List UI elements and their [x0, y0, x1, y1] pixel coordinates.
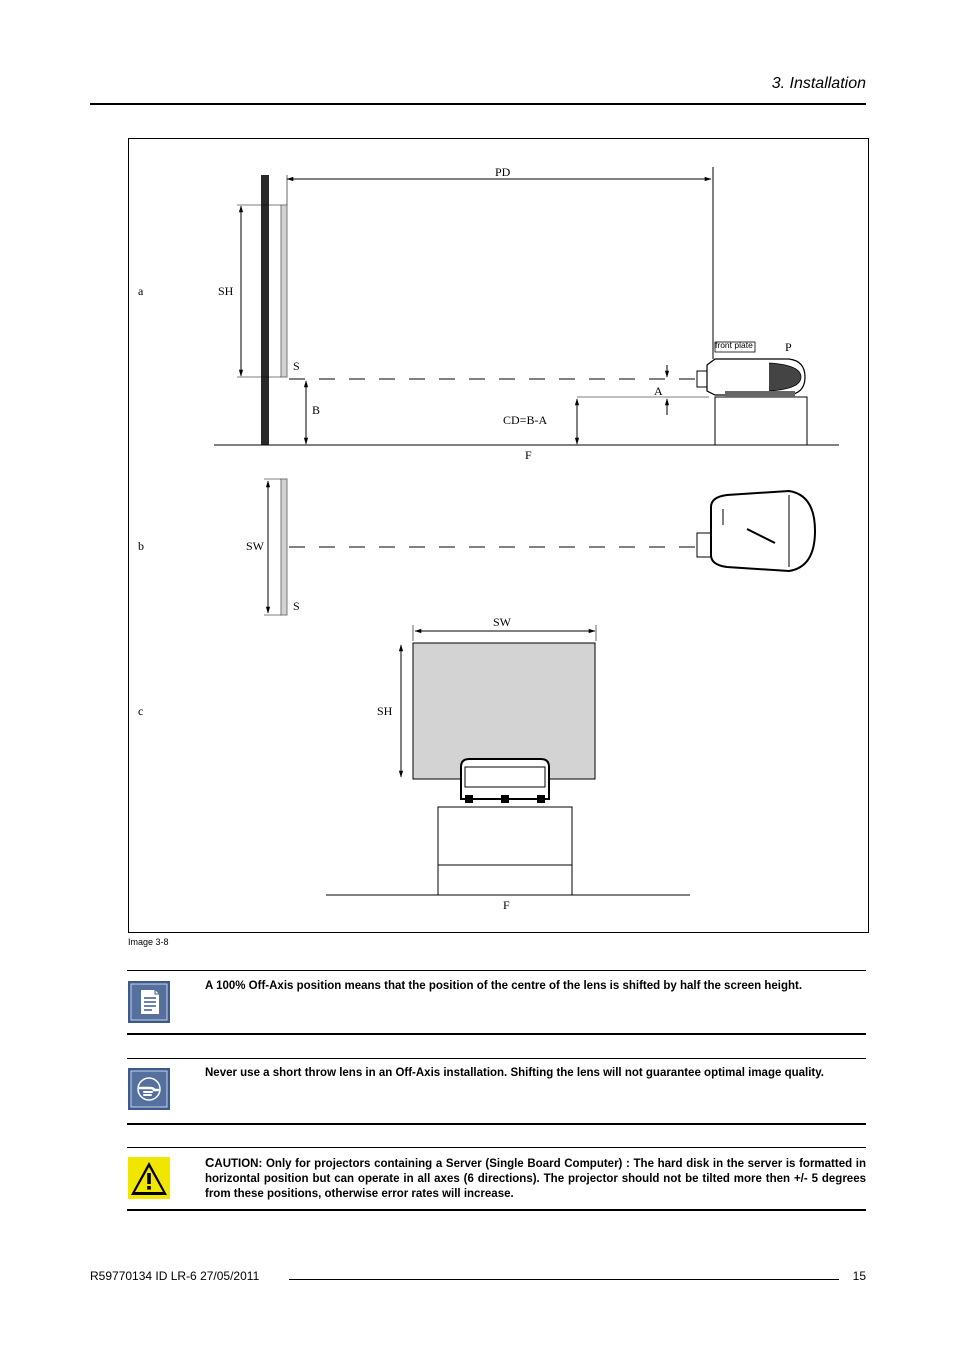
- cd-label: CD=B-A: [503, 413, 548, 427]
- caution-note-text: [205, 1155, 866, 1202]
- s-label-b: S: [293, 599, 300, 613]
- projector-front-view: [461, 759, 549, 803]
- installation-figure: [128, 138, 869, 933]
- projector-pedestal: [715, 397, 807, 445]
- pedestal-front: [438, 807, 572, 895]
- row-label-b: b: [138, 539, 144, 553]
- caution-note: [127, 1147, 866, 1211]
- row-label-c: c: [138, 704, 144, 718]
- front-plate-label: front plate: [715, 340, 753, 350]
- tip-note-text: Never use a short throw lens in an Off-Axis installation. Shifting the lens will not guarantee optimal image quality.: [205, 1067, 824, 1079]
- tip-note: [127, 1058, 866, 1125]
- sw-label-c: SW: [493, 615, 511, 629]
- header-rule: [90, 103, 866, 105]
- b-label: B: [312, 403, 321, 417]
- a-label: A: [654, 384, 663, 398]
- sh-label-c: SH: [377, 704, 393, 718]
- warning-icon: [128, 1157, 170, 1199]
- caution-initial: C: [205, 1155, 215, 1170]
- screen-top-view: [281, 479, 287, 615]
- note-icon: [128, 981, 170, 1023]
- caution-word: AUTION:: [214, 1158, 263, 1170]
- row-label-a: a: [138, 284, 144, 298]
- s-label: S: [293, 359, 300, 373]
- floor-label-c: F: [503, 898, 510, 912]
- pd-label: PD: [495, 165, 511, 179]
- sw-label-b: SW: [246, 539, 264, 553]
- footer-rule: [289, 1279, 839, 1280]
- p-label: P: [785, 340, 792, 354]
- floor-label: F: [525, 448, 532, 462]
- wall: [261, 175, 269, 445]
- projector-top-view: [697, 491, 815, 571]
- installation-diagram: [129, 139, 870, 934]
- tip-icon: [128, 1068, 170, 1110]
- info-note-text: A 100% Off-Axis position means that the position of the centre of the lens is shifted by half the screen height.: [205, 980, 803, 992]
- page-number: 15: [852, 1269, 866, 1283]
- sh-label: SH: [218, 284, 234, 298]
- section-title: 3. Installation: [771, 75, 866, 92]
- footer-doc-id: R59770134 ID LR-6 27/05/2011: [90, 1269, 260, 1283]
- figure-caption: Image 3-8: [128, 937, 169, 947]
- screen-side: [281, 205, 287, 377]
- caution-body: Only for projectors containing a Server (Single Board Computer) : The hard disk in the server is formatted in horizontal position but can operate in all axes (6 directions). The projector should not be tilted more then +/- 5 degrees from these positions, otherwise error rates will increase.: [205, 1158, 866, 1200]
- info-note: [127, 970, 866, 1035]
